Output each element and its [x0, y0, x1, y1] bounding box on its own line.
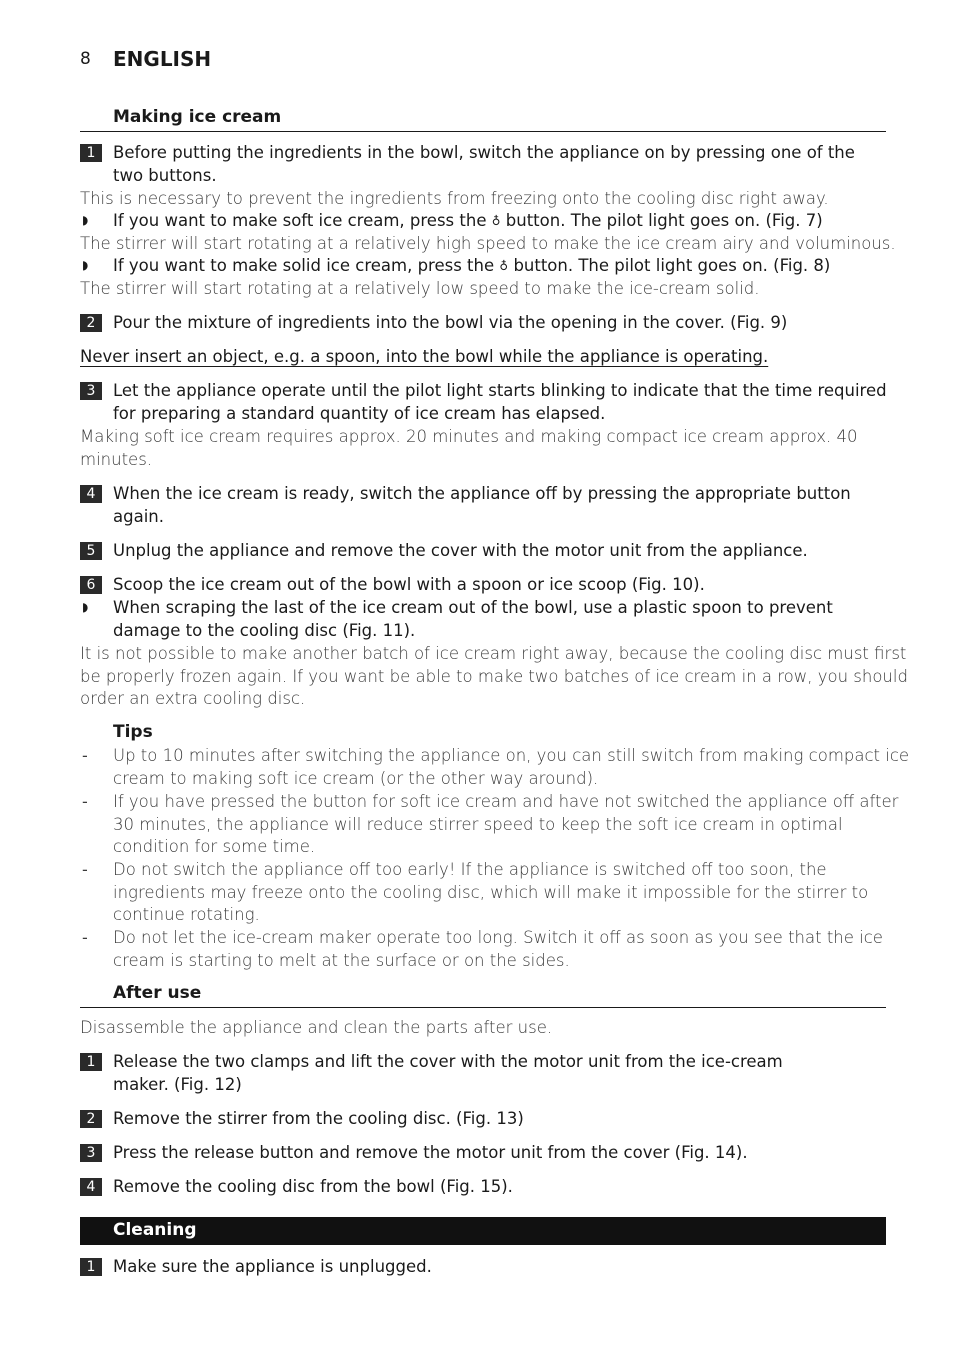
- step-number: 5: [80, 542, 102, 560]
- page-number: 8: [80, 49, 91, 69]
- note-text: order an extra cooling disc.: [80, 689, 306, 708]
- note-text: minutes.: [80, 450, 153, 469]
- note-text: be properly frozen again. If you want be able to make two batches of ice cream in a row, you should: [80, 667, 908, 686]
- note-text: The stirrer will start rotating at a relatively low speed to make the ice-cream solid.: [80, 279, 760, 298]
- dash-marker: -: [82, 746, 88, 765]
- step-text: Pour the mixture of ingredients into the bowl via the opening in the cover. (Fig. 9): [113, 313, 788, 332]
- step-text: Let the appliance operate until the pilot light starts blinking to indicate that the time required: [113, 381, 887, 400]
- step-number: 4: [80, 485, 102, 503]
- soft-ice-cream-button-icon: ♁: [491, 214, 501, 228]
- step-text: Press the release button and remove the motor unit from the cover (Fig. 14).: [113, 1143, 748, 1162]
- step-number: 1: [80, 1053, 102, 1071]
- step-text: Unplug the appliance and remove the cover with the motor unit from the appliance.: [113, 541, 808, 560]
- step-number: 4: [80, 1178, 102, 1196]
- step-number: 2: [80, 314, 102, 332]
- step-number: 2: [80, 1110, 102, 1128]
- bullet-text: When scraping the last of the ice cream out of the bowl, use a plastic spoon to prevent: [113, 598, 833, 617]
- note-text: Disassemble the appliance and clean the parts after use.: [80, 1018, 553, 1037]
- step-text: maker. (Fig. 12): [113, 1075, 242, 1094]
- tip-text: cream to making soft ice cream (or the other way around).: [113, 769, 599, 788]
- dash-marker: -: [82, 928, 88, 947]
- tip-text: condition for some time.: [113, 837, 316, 856]
- bullet-text: If you want to make solid ice cream, press the ♁ button. The pilot light goes on. (Fig. 8): [113, 254, 830, 278]
- tip-text: If you have pressed the button for soft ice cream and have not switched the appliance off after: [113, 792, 899, 811]
- bullet-icon: ◗: [82, 213, 89, 227]
- bullet-text: damage to the cooling disc (Fig. 11).: [113, 621, 416, 640]
- step-number: 1: [80, 144, 102, 162]
- section-rule: [80, 131, 886, 132]
- tip-text: Up to 10 minutes after switching the appliance on, you can still switch from making compact ice: [113, 746, 910, 765]
- note-text: It is not possible to make another batch of ice cream right away, because the cooling disc must first: [80, 644, 907, 663]
- step-text: two buttons.: [113, 166, 217, 185]
- step-number: 3: [80, 382, 102, 400]
- step-text: Make sure the appliance is unplugged.: [113, 1257, 432, 1276]
- step-text: Remove the cooling disc from the bowl (Fig. 15).: [113, 1177, 513, 1196]
- solid-ice-cream-button-icon: ♁: [499, 259, 509, 273]
- dash-marker: -: [82, 792, 88, 811]
- step-text: Release the two clamps and lift the cover with the motor unit from the ice-cream: [113, 1052, 783, 1071]
- note-text: This is necessary to prevent the ingredients from freezing onto the cooling disc right away.: [80, 189, 829, 208]
- bullet-icon: ◗: [82, 258, 89, 272]
- bullet-text: If you want to make soft ice cream, press the ♁ button. The pilot light goes on. (Fig. 7): [113, 209, 823, 233]
- bullet-icon: ◗: [82, 600, 89, 614]
- step-text: again.: [113, 507, 164, 526]
- note-text: The stirrer will start rotating at a relatively high speed to make the ice cream airy and voluminous.: [80, 234, 896, 253]
- section-bar-cleaning: [80, 1217, 886, 1245]
- note-text: Making soft ice cream requires approx. 20 minutes and making compact ice cream approx. 40: [80, 427, 858, 446]
- tip-text: Do not let the ice-cream maker operate too long. Switch it off as soon as you see that the ice: [113, 928, 883, 947]
- tip-text: continue rotating.: [113, 905, 260, 924]
- tip-text: ingredients may freeze onto the cooling disc, which will make it impossible for the stirrer to: [113, 883, 869, 902]
- step-text: Before putting the ingredients in the bowl, switch the appliance on by pressing one of the: [113, 143, 855, 162]
- step-text: When the ice cream is ready, switch the appliance off by pressing the appropriate button: [113, 484, 851, 503]
- step-text: Remove the stirrer from the cooling disc. (Fig. 13): [113, 1109, 524, 1128]
- step-number: 1: [80, 1258, 102, 1276]
- step-text: Scoop the ice cream out of the bowl with a spoon or ice scoop (Fig. 10).: [113, 575, 705, 594]
- tip-text: cream is starting to melt at the surface or on the sides.: [113, 951, 570, 970]
- page-language-heading: ENGLISH: [113, 47, 212, 71]
- section-title-cleaning: Cleaning: [113, 1220, 197, 1240]
- step-number: 6: [80, 576, 102, 594]
- warning-text: Never insert an object, e.g. a spoon, into the bowl while the appliance is operating.: [80, 347, 769, 366]
- tip-text: Do not switch the appliance off too early! If the appliance is switched off too soon, the: [113, 860, 827, 879]
- section-rule: [80, 1007, 886, 1008]
- tip-text: 30 minutes, the appliance will reduce stirrer speed to keep the soft ice cream in optimal: [113, 815, 843, 834]
- section-title-making: Making ice cream: [113, 107, 282, 127]
- section-title-after-use: After use: [113, 983, 202, 1003]
- step-text: for preparing a standard quantity of ice cream has elapsed.: [113, 404, 606, 423]
- step-number: 3: [80, 1144, 102, 1162]
- tips-title: Tips: [113, 722, 153, 742]
- dash-marker: -: [82, 860, 88, 879]
